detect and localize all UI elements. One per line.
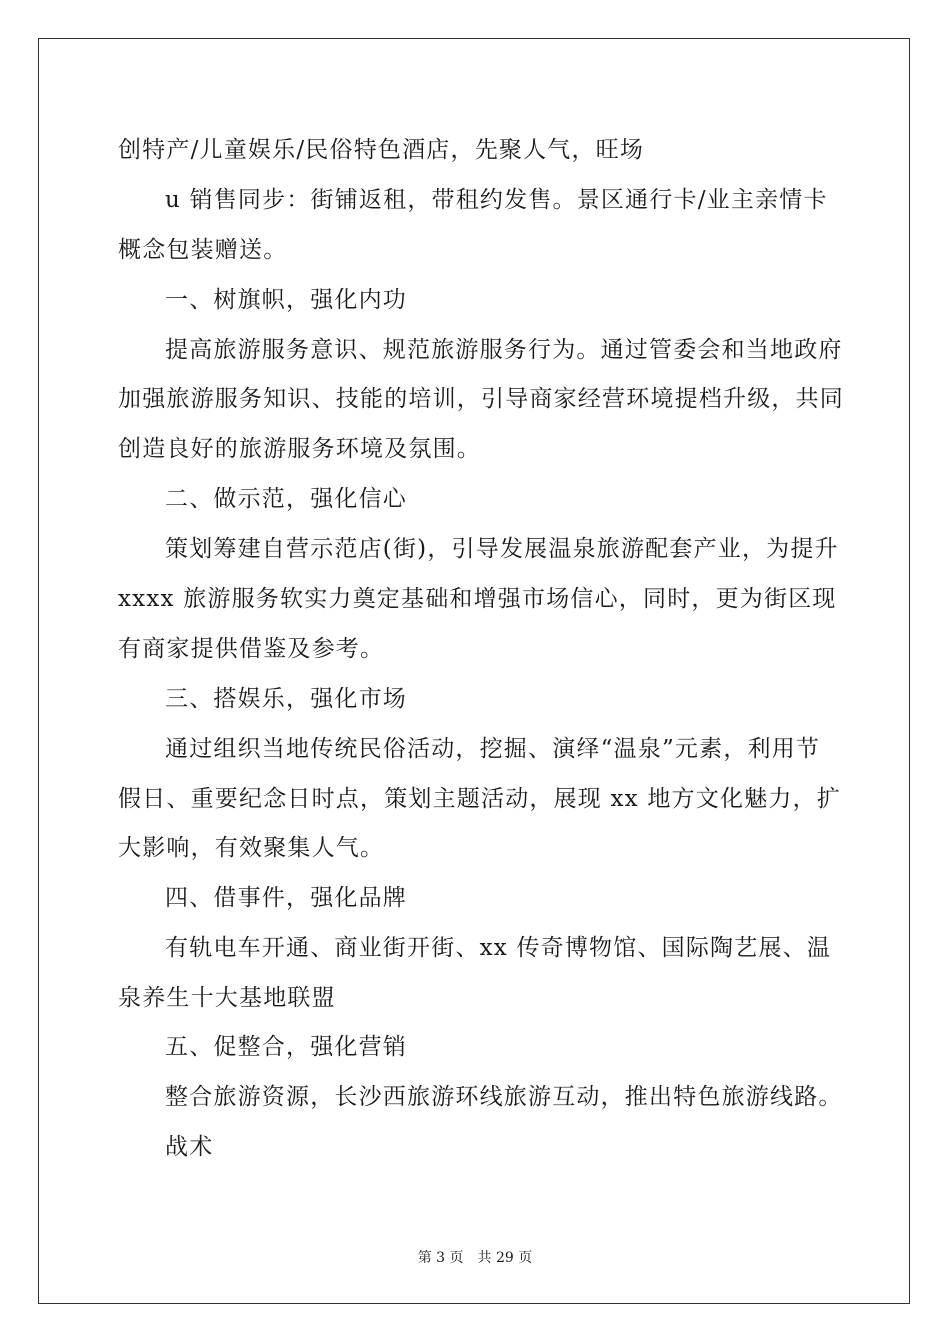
text-line: 加强旅游服务知识、技能的培训，引导商家经营环境提档升级，共同 <box>118 386 844 412</box>
page-total: 共 29 页 <box>477 1250 533 1266</box>
section-heading: 三、搭娱乐，强化市场 <box>165 686 407 712</box>
section-heading: 五、促整合，强化营销 <box>165 1034 407 1060</box>
page-footer <box>0 1248 950 1268</box>
text-line: 整合旅游资源，长沙西旅游环线旅游互动，推出特色旅游线路。 <box>165 1084 843 1110</box>
text-line: 创特产/儿童娱乐/民俗特色酒店，先聚人气，旺场 <box>118 137 645 163</box>
text-line: 策划筹建自营示范店(街)，引导发展温泉旅游配套产业，为提升 <box>165 536 839 562</box>
page-number: 第 3 页 <box>417 1250 464 1266</box>
text-line: 提高旅游服务意识、规范旅游服务行为。通过管委会和当地政府 <box>165 337 843 363</box>
section-heading: 四、借事件，强化品牌 <box>165 885 407 911</box>
text-line: 泉养生十大基地联盟 <box>118 985 336 1011</box>
text-line: 假日、重要纪念日时点，策划主题活动，展现 xx 地方文化魅力，扩 <box>118 786 841 812</box>
text-line: 大影响，有效聚集人气。 <box>118 835 385 861</box>
page-frame <box>38 38 910 1304</box>
text-line: 通过组织当地传统民俗活动，挖掘、演绎“温泉”元素，利用节 <box>165 736 821 762</box>
text-line: 战术 <box>165 1134 214 1160</box>
text-line: u 销售同步：街铺返租，带租约发售。景区通行卡/业主亲情卡 <box>165 187 828 213</box>
text-line: 概念包装赠送。 <box>118 237 288 263</box>
text-line: 创造良好的旅游服务环境及氛围。 <box>118 436 481 462</box>
text-line: 有轨电车开通、商业街开街、xx 传奇博物馆、国际陶艺展、温 <box>165 935 832 961</box>
section-heading: 一、树旗帜，强化内功 <box>165 287 407 313</box>
section-heading: 二、做示范，强化信心 <box>165 486 407 512</box>
text-line: 有商家提供借鉴及参考。 <box>118 636 385 662</box>
text-line: xxxx 旅游服务软实力奠定基础和增强市场信心，同时，更为街区现 <box>118 586 837 612</box>
